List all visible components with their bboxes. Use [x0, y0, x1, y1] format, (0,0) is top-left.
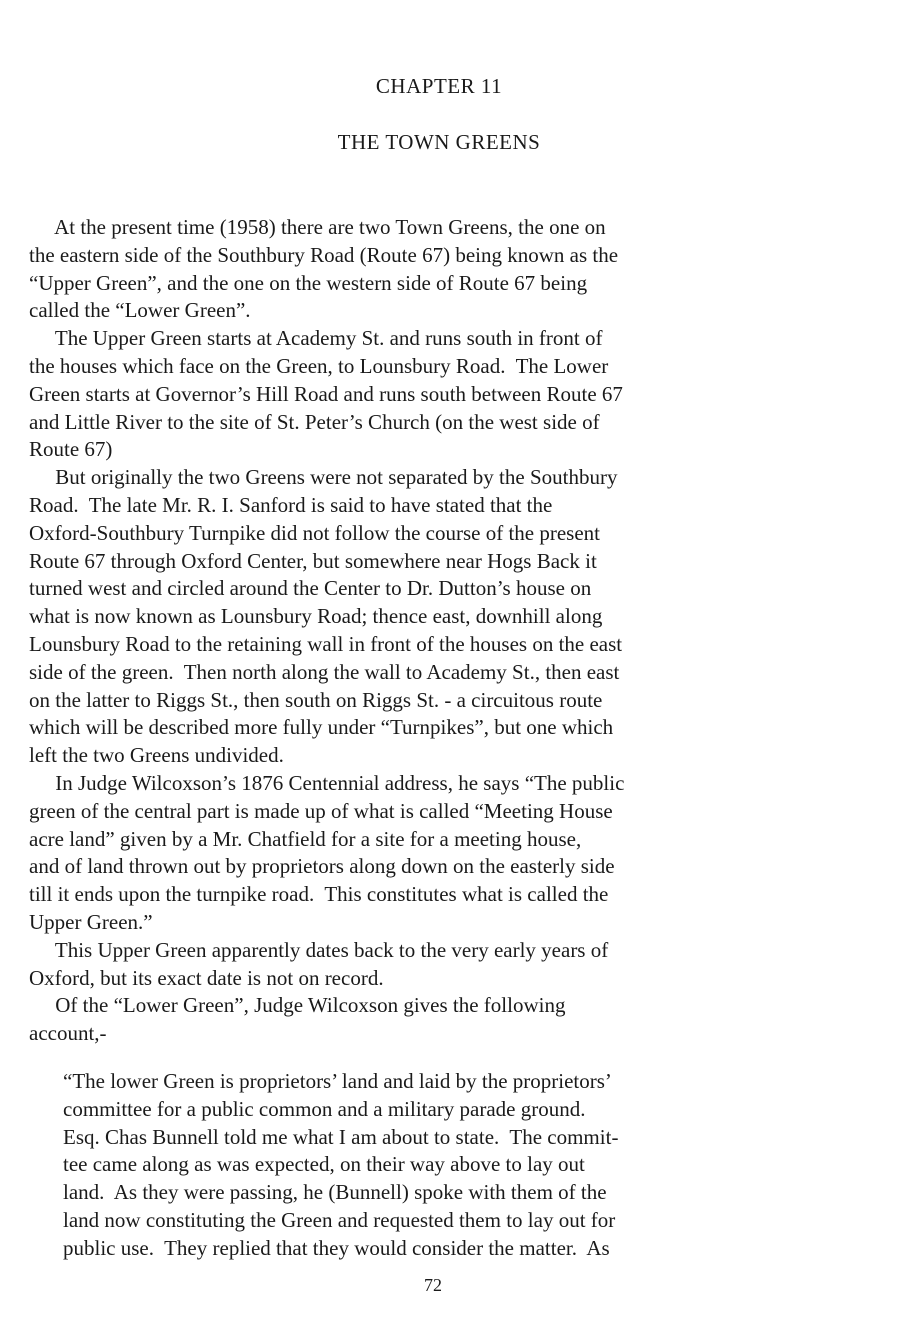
quote-line: Esq. Chas Bunnell told me what I am about to state. The commit- [63, 1124, 619, 1149]
body-line: green of the central part is made up of what is called “Meeting House [29, 798, 613, 823]
quote-line: tee came along as was expected, on their way above to lay out [63, 1152, 585, 1177]
body-line: Road. The late Mr. R. I. Sanford is said to have stated that the [29, 492, 553, 517]
body-line: Lounsbury Road to the retaining wall in front of the houses on the east [29, 631, 623, 656]
body-line: which will be described more fully under “Turnpikes”, but one which [29, 715, 614, 740]
body-line: Oxford-Southbury Turnpike did not follow the course of the present [29, 520, 601, 545]
body-line: on the latter to Riggs St., then south on Riggs St. - a circuitous route [29, 687, 603, 712]
body-line: At the present time (1958) there are two Town Greens, the one on [29, 215, 606, 239]
body-line: called the “Lower Green”. [29, 298, 251, 323]
section-title: THE TOWN GREENS [337, 130, 541, 154]
body-line: This Upper Green apparently dates back to the very early years of [29, 937, 609, 962]
body-line: account,- [29, 1021, 107, 1046]
body-line: and Little River to the site of St. Peter’s Church (on the west side of [29, 409, 600, 434]
body-line: acre land” given by a Mr. Chatfield for a site for a meeting house, [29, 826, 582, 851]
chapter-heading: CHAPTER 11 [375, 74, 503, 98]
body-line: side of the green. Then north along the wall to Academy St., then east [29, 659, 620, 684]
page-number: 72 [424, 1275, 442, 1295]
block-quote [63, 1068, 863, 1263]
quote-line: “The lower Green is proprietors’ land and laid by the proprietors’ [63, 1069, 612, 1093]
body-line: and of land thrown out by proprietors along down on the easterly side [29, 854, 615, 879]
quote-line: public use. They replied that they would consider the matter. As [63, 1235, 610, 1260]
body-line: Oxford, but its exact date is not on record. [29, 965, 384, 990]
body-line: what is now known as Lounsbury Road; thence east, downhill along [29, 604, 603, 629]
body-line: Of the “Lower Green”, Judge Wilcoxson gives the following [29, 993, 566, 1018]
quote-line: land. As they were passing, he (Bunnell) spoke with them of the [63, 1180, 607, 1205]
body-line: Route 67 through Oxford Center, but somewhere near Hogs Back it [29, 548, 597, 573]
body-line: the eastern side of the Southbury Road (Route 67) being known as the [29, 242, 619, 267]
quote-line: committee for a public common and a military parade ground. [63, 1096, 586, 1121]
body-line: “Upper Green”, and the one on the western side of Route 67 being [29, 270, 588, 295]
quote-line: land now constituting the Green and requested them to lay out for [63, 1207, 616, 1232]
body-line: the houses which face on the Green, to Lounsbury Road. The Lower [29, 353, 609, 378]
body-line: till it ends upon the turnpike road. This constitutes what is called the [29, 882, 609, 907]
body-line: Route 67) [29, 437, 113, 462]
body-line: left the two Greens undivided. [29, 743, 284, 768]
body-line: Green starts at Governor’s Hill Road and runs south between Route 67 [29, 381, 623, 406]
body-line: The Upper Green starts at Academy St. and runs south in front of [29, 326, 603, 351]
body-line: turned west and circled around the Center to Dr. Dutton’s house on [29, 576, 592, 601]
body-line: But originally the two Greens were not separated by the Southbury [29, 465, 618, 490]
body-text [29, 214, 861, 1048]
body-line: In Judge Wilcoxson’s 1876 Centennial address, he says “The public [29, 770, 625, 795]
body-line: Upper Green.” [29, 909, 153, 934]
